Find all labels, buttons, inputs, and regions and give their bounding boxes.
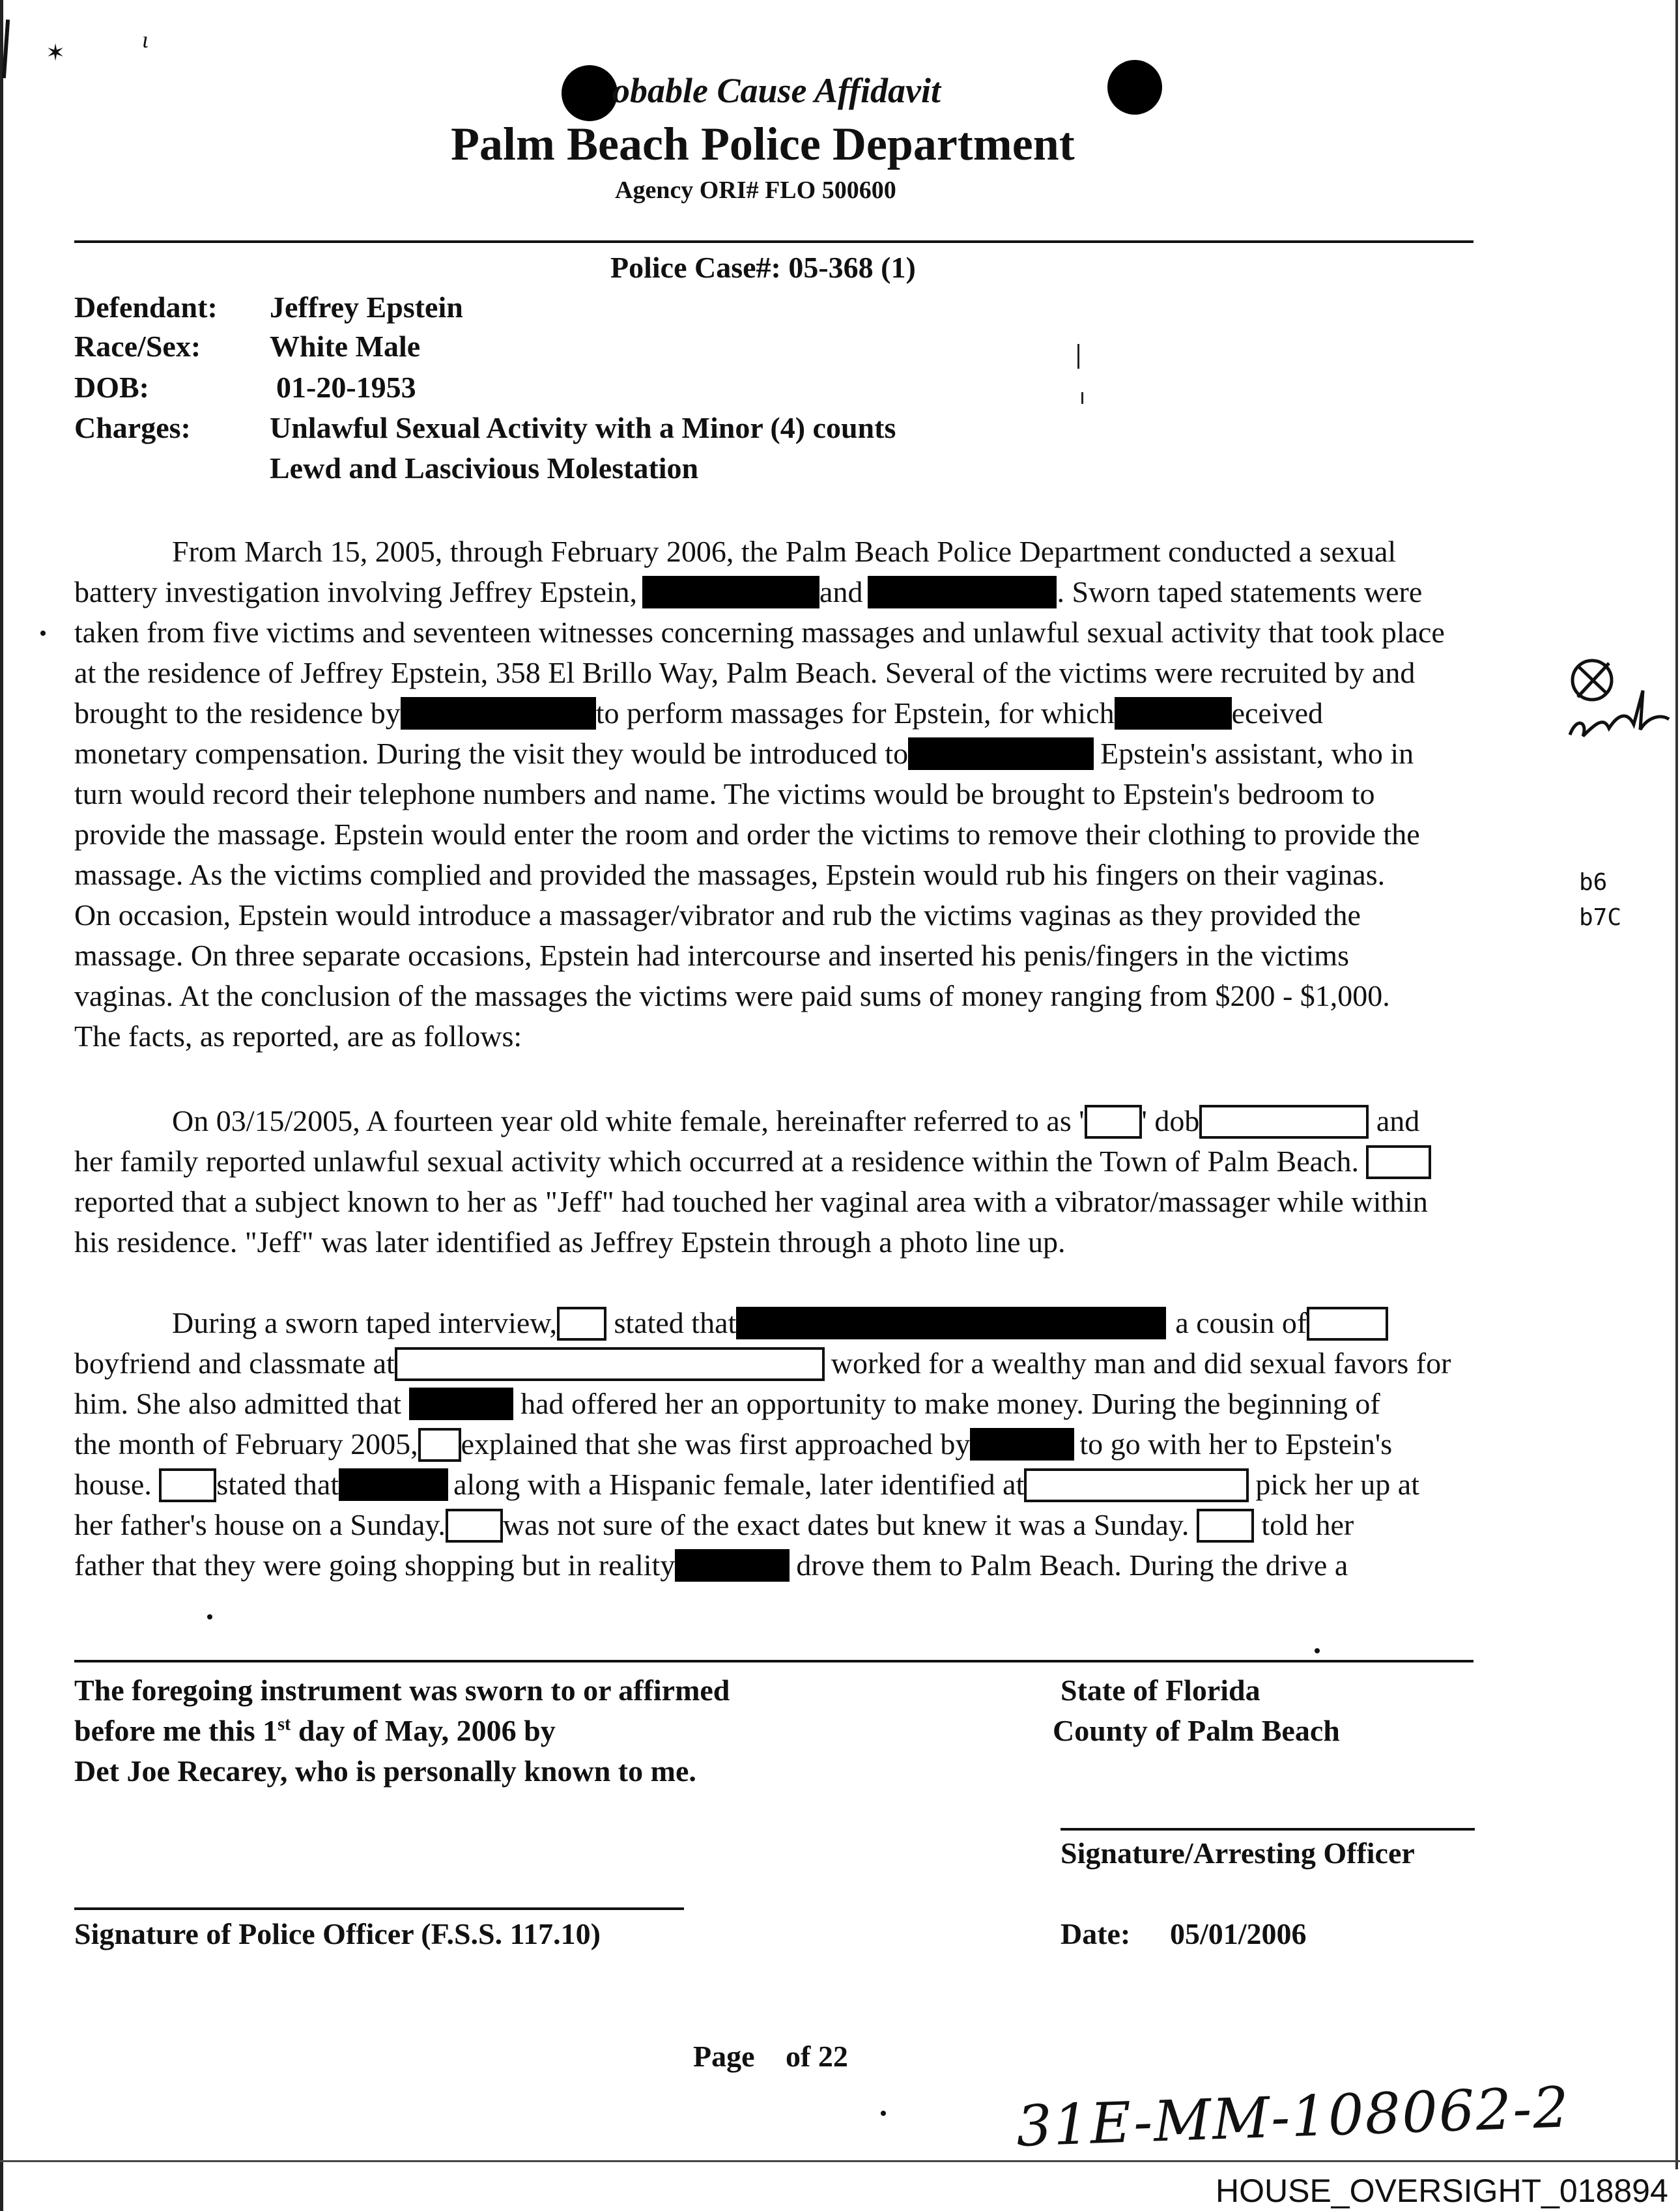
margin-code-b7c: b7C (1579, 904, 1622, 931)
handwritten-initials (1563, 651, 1674, 749)
police-signature-line (74, 1907, 684, 1910)
p3-l5c: along with a Hispanic female, later identified at (453, 1468, 1025, 1501)
p1-line-8: provide the massage. Epstein would enter the room and order the victims to remove their clothing to provide the (74, 818, 1420, 851)
p3-l7a: father that they were going shopping but in reality (74, 1548, 676, 1582)
p3-l2a: boyfriend and classmate at (74, 1347, 395, 1380)
p3-l6b: was not sure of the exact dates but knew it was a Sunday. (502, 1508, 1189, 1541)
p1-l5b: to perform massages for Epstein, for which (595, 696, 1115, 730)
county-label: County of Palm Beach (1053, 1714, 1340, 1747)
footer-rule (74, 1660, 1474, 1662)
p2-l2: her family reported unlawful sexual activity which occurred at a residence within the Town of Palm Beach. (74, 1145, 1359, 1178)
date-value: 05/01/2006 (1170, 1917, 1307, 1950)
p3-l4a: the month of February 2005, (74, 1427, 418, 1461)
defendant-label: Defendant: (74, 291, 218, 324)
scan-dot (40, 631, 46, 636)
scan-dot (1315, 1648, 1320, 1653)
p2-l1b: ' dob (1141, 1104, 1200, 1137)
p1-l5a: brought to the residence by (74, 696, 401, 730)
page-of (786, 2039, 848, 2074)
redaction-box (409, 1388, 513, 1420)
charges-label: Charges: (74, 411, 191, 444)
redaction-box (401, 697, 596, 730)
redaction-box (1115, 697, 1232, 730)
p1-line-6 (74, 734, 1566, 774)
p1-line-13: The facts, as reported, are as follows: (74, 1020, 522, 1053)
state-label: State of Florida (1061, 1674, 1260, 1707)
redaction-outline (1024, 1468, 1249, 1502)
police-signature-label: Signature of Police Officer (F.S.S. 117.10) (74, 1917, 601, 1950)
hole-punch-left (562, 65, 618, 121)
p3-line-1 (74, 1303, 1566, 1343)
p2-line-4: his residence. "Jeff" was later identified as Jeffrey Epstein through a photo line up. (74, 1225, 1066, 1259)
p2-l1a: On 03/15/2005, A fourteen year old white female, hereinafter referred to as ' (172, 1104, 1085, 1137)
p1-line-10: On occasion, Epstein would introduce a massager/vibrator and rub the victims vaginas as they provided the (74, 898, 1361, 932)
scan-tick-2 (1081, 392, 1083, 404)
redaction-box (908, 737, 1094, 770)
p1-l2a: battery investigation involving Jeffrey Epstein, (74, 575, 638, 608)
p3-l1c: a cousin of (1175, 1306, 1307, 1339)
paragraph-report (74, 1101, 1566, 1262)
redaction-outline (1199, 1105, 1369, 1139)
p1-line-2 (74, 572, 1566, 612)
defendant-value: Jeffrey Epstein (270, 291, 463, 324)
paragraph-investigation (74, 532, 1566, 1057)
p3-line-7 (74, 1545, 1566, 1586)
handwritten-file-number: 31E-MM-108062-2 (1015, 2075, 1571, 2160)
charge-2: Lewd and Lascivious Molestation (270, 451, 699, 485)
p3-l3a: him. She also admitted that (74, 1387, 402, 1420)
p1-line-7: turn would record their telephone numbers and name. The victims would be brought to Epstein's bedroom to (74, 777, 1375, 810)
affidavit-title: obable Cause Affidavit (612, 71, 941, 110)
p2-line-2 (74, 1141, 1566, 1182)
redaction-outline (1197, 1509, 1254, 1543)
p3-l1b: stated that (614, 1306, 737, 1339)
p3-l5d: pick her up at (1255, 1468, 1419, 1501)
p3-l6c: told her (1261, 1508, 1354, 1541)
agency-ori: Agency ORI# FLO 500600 (615, 177, 896, 204)
paragraph-interview (74, 1303, 1566, 1586)
sworn-2a: before me this 1 (74, 1714, 278, 1747)
sworn-statement-line-3: Det Joe Recarey, who is personally known to me. (74, 1754, 696, 1788)
p1-l5c: eceived (1231, 696, 1324, 730)
p3-l4c: to go with her to Epstein's (1079, 1427, 1393, 1461)
p1-line-4: at the residence of Jeffrey Epstein, 358 El Brillo Way, Palm Beach. Several of the victims were recruited by and (74, 656, 1416, 689)
arresting-signature-line (1061, 1828, 1475, 1831)
page-label: Page (693, 2040, 755, 2073)
redaction-outline (1307, 1307, 1388, 1341)
redaction-box (736, 1307, 1166, 1339)
sworn-statement-line-2 (74, 1713, 556, 1748)
scan-dot (207, 1614, 212, 1619)
bates-number: HOUSE_OVERSIGHT_018894 (1216, 2173, 1668, 2209)
scan-tick-1 (1077, 344, 1079, 369)
p2-line-1 (74, 1101, 1566, 1141)
p2-line-3: reported that a subject known to her as "Jeff" had touched her vaginal area with a vibrator/massager while within (74, 1185, 1428, 1218)
redaction-outline (557, 1307, 606, 1341)
redaction-outline (418, 1428, 461, 1462)
p1-l2b: and (819, 575, 863, 608)
redaction-box (970, 1428, 1074, 1461)
dob-value: 01-20-1953 (276, 371, 416, 404)
sworn-statement-line-1: The foregoing instrument was sworn to or affirmed (74, 1674, 730, 1707)
race-label: Race/Sex: (74, 330, 201, 363)
p1-line-1: From March 15, 2005, through February 2006, the Palm Beach Police Department conducted a sexual (172, 535, 1397, 568)
p2-l1c: and (1376, 1104, 1420, 1137)
department-title: Palm Beach Police Department (451, 118, 1075, 170)
p3-line-3 (74, 1384, 1566, 1424)
charge-1: Unlawful Sexual Activity with a Minor (4) counts (270, 411, 896, 444)
dob-label: DOB: (74, 371, 149, 404)
scan-mark-1: ✶ (46, 40, 66, 66)
p3-l7b: drove them to Palm Beach. During the drive a (796, 1548, 1348, 1582)
scan-bottom-line (0, 2160, 1680, 2162)
page-of-text: of 22 (786, 2040, 848, 2073)
scan-dot (881, 2111, 886, 2116)
race-value: White Male (270, 330, 421, 363)
scan-edge-line-right (1675, 0, 1678, 2169)
redaction-box (675, 1549, 790, 1582)
margin-code-b6: b6 (1579, 869, 1608, 896)
p3-l5a: house. (74, 1468, 152, 1501)
p1-line-5 (74, 693, 1566, 734)
p1-line-12: vaginas. At the conclusion of the massages the victims were paid sums of money ranging from $200 - $1,000. (74, 979, 1390, 1012)
p3-l5b: stated that (216, 1468, 339, 1501)
p1-line-9: massage. As the victims complied and provided the massages, Epstein would rub his fingers on their vaginas. (74, 858, 1386, 891)
p3-line-6 (74, 1505, 1566, 1545)
p1-line-3: taken from five victims and seventeen witnesses concerning massages and unlawful sexual activity that took place (74, 616, 1445, 649)
p1-l6b: Epstein's assistant, who in (1100, 737, 1414, 770)
redaction-box (339, 1468, 448, 1501)
redaction-box (642, 576, 819, 608)
p3-line-4 (74, 1424, 1566, 1464)
p3-l2b: worked for a wealthy man and did sexual favors for (831, 1347, 1451, 1380)
p3-line-2 (74, 1343, 1566, 1384)
hole-punch-right (1107, 60, 1162, 115)
redaction-outline (1366, 1145, 1431, 1179)
header-rule (74, 240, 1474, 243)
scan-edge-line (0, 0, 3, 2211)
arresting-signature-label: Signature/Arresting Officer (1061, 1836, 1415, 1870)
redaction-outline (159, 1468, 216, 1502)
p1-l2c: . Sworn taped statements were (1057, 575, 1423, 608)
redaction-outline (446, 1509, 503, 1543)
sworn-2b: day of May, 2006 by (291, 1714, 556, 1747)
redaction-outline (395, 1347, 825, 1381)
p1-line-11: massage. On three separate occasions, Epstein had intercourse and inserted his penis/fingers in the victims (74, 939, 1349, 972)
p3-l1a: During a sworn taped interview, (172, 1306, 558, 1339)
p3-l6a: her father's house on a Sunday. (74, 1508, 446, 1541)
redaction-outline (1085, 1105, 1142, 1139)
p1-l6a: monetary compensation. During the visit they would be introduced to (74, 737, 909, 770)
case-number: Police Case#: 05-368 (1) (610, 251, 916, 284)
p3-line-5 (74, 1464, 1566, 1505)
redaction-box (868, 576, 1057, 608)
date-label: Date: (1061, 1917, 1131, 1950)
p3-l4b: explained that she was first approached by (461, 1427, 971, 1461)
sworn-2sup: st (278, 1714, 291, 1735)
p3-l3b: had offered her an opportunity to make money. During the beginning of (520, 1387, 1380, 1420)
scan-mark-2: ɩ (142, 27, 149, 53)
